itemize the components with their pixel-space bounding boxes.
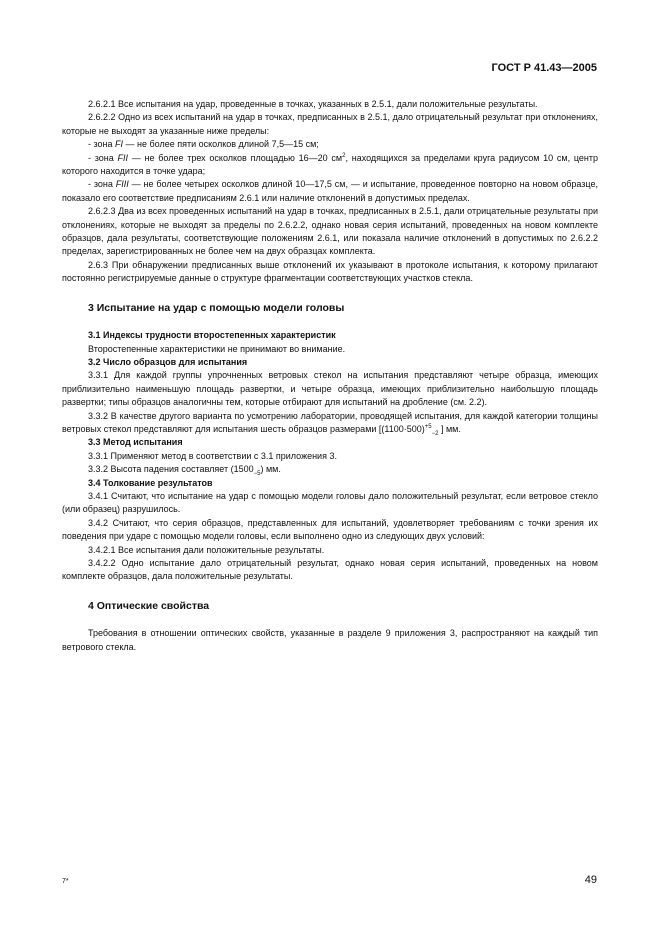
zone-text: — не более пяти осколков длиной 7,5—15 см; — [123, 139, 319, 150]
paragraph-2-6-2-2: 2.6.2.2 Одно из всех испытаний на удар в точках, предписанных в 2.5.1, дало отрицательный результат при отклонениях, которые не выходят за указанные ниже пределы: — [62, 112, 598, 136]
paragraph-3-1: Второстепенные характеристики не принимают во внимание. — [88, 343, 346, 354]
paragraph-end: ] мм. — [440, 423, 461, 434]
paragraph-3-3-2a — [62, 410, 598, 437]
section-4-heading: 4 Оптические свойства — [88, 599, 210, 612]
zone-text: — не более четырех осколков длиной 10—17,5 см, — и испытание, проведенное повторно на новом образце, показало его соответствие предписаниям 2.6.1 или наличие отклонений в допустимых пределах. — [62, 179, 598, 203]
paragraph-3-3-2 — [62, 463, 598, 476]
subsection-3-1-heading: 3.1 Индексы трудности второстепенных характеристик — [88, 330, 336, 341]
tolerance-lower: −2 — [431, 430, 439, 437]
page-body — [62, 98, 598, 654]
zone-fiii-item — [62, 178, 598, 205]
paragraph-3-4-2-1: 3.4.2.1 Все испытания дали положительные результаты. — [88, 544, 325, 555]
zone-prefix: - зона — [88, 139, 116, 150]
zone-label: FII — [117, 152, 129, 163]
tolerance-upper: +5 — [424, 423, 432, 430]
zone-label: FI — [115, 139, 124, 150]
zone-prefix: - зона — [88, 152, 118, 163]
paragraph-3-4-2: 3.4.2 Считают, что серия образцов, представленных для испытаний, удовлетворяет требованиям с точки зрения их поведения при ударе с помощью модели головы, если выполнено одно из следующих двух условий: — [62, 517, 598, 542]
superscript: 2 — [342, 152, 346, 159]
paragraph-3-4-2-2: 3.4.2.2 Одно испытание дало отрицательный результат, однако новая серия испытаний, проведенных на новом комплекте образцов, дала положительные результаты. — [62, 558, 598, 582]
paragraph-4: Требования в отношении оптических свойств, указанные в разделе 9 приложения 3, распространяют на каждый тип ветрового стекла. — [62, 628, 598, 652]
paragraph-3-3-1a: 3.3.1 Для каждой группы упрочненных ветровых стекол на испытания представляют четыре образца, имеющих приблизительно наименьшую площадь развертки, и четыре образца, имеющих приблизительно наибольшую площадь развертки; типы образцов аналогичны тем, которые отбирают для испытаний на дробление (см. 2.2). — [62, 370, 598, 408]
tolerance-lower: −5 — [253, 470, 261, 477]
zone-label: FIII — [115, 179, 129, 190]
zone-fii-item — [62, 152, 598, 179]
section-3-heading: 3 Испытание на удар с помощью модели головы — [88, 301, 345, 314]
zone-text: — не более трех осколков площадью 16—20 см — [128, 152, 343, 163]
paragraph-2-6-2-3: 2.6.2.3 Два из всех проведенных испытаний на удар в точках, предписанных в 2.5.1, дали отрицательные результаты при отклонениях, которые не выходят за пределы по 2.6.2.2, однако новая серия испытаний, проведенных на новом комплекте образцов, дала результаты, соответствующие положениям 2.6.1, или показала наличие отклонений в допустимых по 2.6.2.2 пределах, зарегистрированных не более чем на двух образцах комплекта. — [62, 206, 598, 257]
paragraph-text: 3.3.2 В качестве другого варианта по усмотрению лаборатории, проводящей испытания, для каждой категории толщины ветровых стекол представляют для испытания шесть образцов размерами [(1100·500) — [62, 410, 598, 434]
footer-mark: 7* — [62, 878, 69, 885]
document-code: ГОСТ Р 41.43—2005 — [491, 62, 597, 74]
paragraph-3-4-1: 3.4.1 Считают, что испытание на удар с помощью модели головы дало положительный результат, если ветровое стекло (или образец) разрушилось. — [62, 490, 598, 515]
zone-text-cont: , находящихся за пределами круга радиусом 10 см, центр которого находится в точке удара; — [62, 152, 598, 177]
paragraph-text: 3.3.2 Высота падения составляет (1500 — [88, 464, 254, 475]
paragraph-end: ) мм. — [260, 464, 281, 475]
subsection-3-2-heading: 3.2 Число образцов для испытания — [88, 356, 248, 367]
subsection-3-4-heading: 3.4 Толкование результатов — [88, 477, 213, 488]
paragraph-2-6-3: 2.6.3 При обнаружении предписанных выше отклонений их указывают в протоколе испытания, к которому прилагают постоянно регистрируемые данные о структуре фрагментации соответствующих участков стекла. — [62, 259, 598, 284]
subsection-3-3-heading: 3.3 Метод испытания — [88, 437, 183, 448]
zone-fi-item — [62, 138, 598, 151]
zone-prefix: - зона — [88, 179, 116, 190]
paragraph-3-3-1: 3.3.1 Применяют метод в соответствии с 3.1 приложения 3. — [88, 450, 337, 461]
page-number: 49 — [584, 874, 597, 886]
paragraph-2-6-2-1: 2.6.2.1 Все испытания на удар, проведенные в точках, указанных в 2.5.1, дали положительные результаты. — [88, 99, 538, 109]
